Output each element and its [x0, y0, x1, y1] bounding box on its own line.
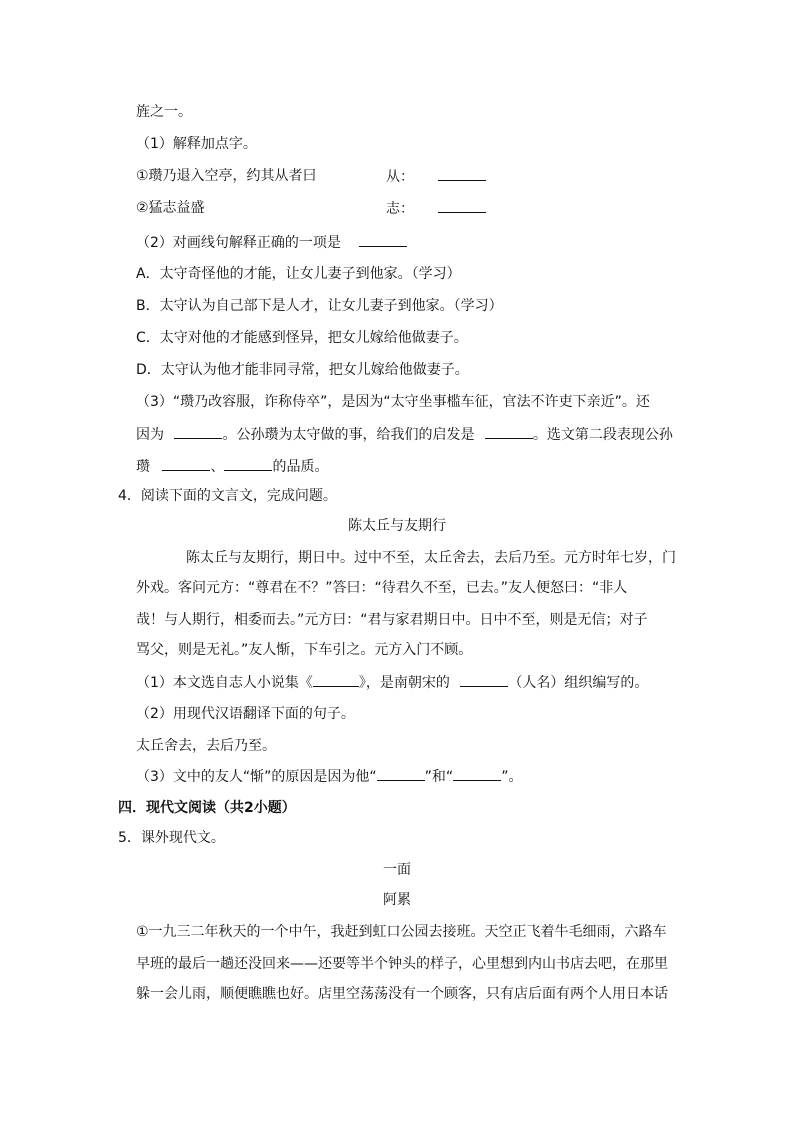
question-text: （1）本文选自志人小说集《	[136, 675, 313, 691]
answer-blank[interactable]	[453, 766, 501, 781]
answer-blank[interactable]	[377, 766, 425, 781]
passage-title: 陈太丘与友期行	[348, 518, 446, 534]
answer-blank[interactable]	[313, 672, 359, 687]
reading-title: 一面	[383, 862, 411, 878]
item-text: ①瓒乃退入空亭，约其从者曰	[136, 168, 317, 184]
answer-blank[interactable]	[162, 456, 210, 471]
answer-blank[interactable]	[485, 424, 533, 439]
question-line	[136, 456, 328, 477]
passage-line: 哉！与人期行，相委而去。”元方曰：“君与家君期日中。日中不至，则是无信；对子	[136, 612, 648, 628]
question-text: 因为	[136, 427, 164, 443]
reading-line: 躲一会儿雨，顺便瞧瞧也好。店里空荡荡没有一个顾客，只有店后面有两个人用日本话	[136, 986, 668, 1002]
question-text: （3）文中的友人“惭”的原因是因为他“	[136, 769, 377, 785]
answer-blank[interactable]	[438, 198, 486, 213]
answer-blank[interactable]	[438, 166, 486, 181]
question-line	[136, 424, 673, 445]
question-text: ”和“	[424, 769, 454, 785]
question-line: （2）用现代汉语翻译下面的句子。	[136, 706, 355, 722]
answer-label-text: 从：	[386, 169, 414, 185]
question-text: （2）对画线句解释正确的一项是	[136, 235, 341, 251]
question-text: 。选文第二段表现公孙	[532, 427, 673, 443]
text-line: 旌之一。	[136, 104, 192, 120]
question-number-line: 5．课外现代文。	[118, 830, 225, 846]
question-text: 、	[210, 459, 225, 475]
option-a: A．太守奇怪他的才能，让女儿妻子到他家。（学习）	[136, 266, 461, 282]
question-text: 。公孙瓒为太守做的事，给我们的启发是	[222, 427, 475, 443]
answer-label	[386, 198, 486, 219]
item-line	[136, 166, 317, 186]
answer-blank[interactable]	[174, 424, 222, 439]
question-line	[136, 232, 407, 253]
question-text: ”。	[501, 769, 523, 785]
option-d: D．太守认为他才能非同寻常，把女儿嫁给他做妻子。	[136, 362, 469, 378]
question-text: 瓒	[136, 459, 150, 475]
question-text: （人名）组织编写的。	[508, 675, 649, 691]
passage-line: 陈太丘与友期行，期日中。过中不至，太丘舍去，去后乃至。元方时年七岁，门	[186, 550, 676, 566]
answer-blank[interactable]	[359, 232, 407, 247]
answer-blank[interactable]	[224, 456, 272, 471]
answer-blank[interactable]	[460, 672, 508, 687]
answer-label	[386, 166, 486, 187]
question-text: 的品质。	[272, 459, 329, 475]
passage-line: 外戏。客问元方：“尊君在不？”答曰：“待君久不至，已去。”友人便怒曰：“非人	[136, 580, 628, 596]
option-b: B．太守认为自己部下是人才，让女儿妻子到他家。（学习）	[136, 298, 503, 314]
answer-label-text: 志：	[386, 201, 414, 217]
question-text: 》，是南朝宋的	[358, 675, 450, 691]
item-text: ②猛志益盛	[136, 200, 205, 216]
question-number-line: 4．阅读下面的文言文，完成问题。	[118, 488, 337, 504]
reading-line: ①一九三二年秋天的一个中午，我赶到虹口公园去接班。天空正飞着牛毛细雨，六路车	[136, 924, 667, 940]
option-c: C．太守对他的才能感到怪异，把女儿嫁给他做妻子。	[136, 330, 468, 346]
sentence-line: 太丘舍去，去后乃至。	[136, 738, 276, 754]
question-line: （3）“瓒乃改容服，诈称侍卒”，是因为“太守坐事槛车征，官法不许吏下亲近”。还	[136, 394, 650, 410]
section-heading: 四．现代文阅读（共2小题）	[118, 800, 296, 816]
passage-line: 骂父，则是无礼。”友人惭，下车引之。元方入门不顾。	[136, 642, 473, 658]
item-line	[136, 198, 205, 218]
question-line: （1）解释加点字。	[136, 136, 257, 152]
question-line	[136, 766, 522, 787]
question-line	[136, 672, 648, 693]
reading-author: 阿累	[383, 892, 411, 908]
reading-line: 早班的最后一趟还没回来——还要等半个钟头的样子，心里想到内山书店去吧，在那里	[136, 956, 668, 972]
